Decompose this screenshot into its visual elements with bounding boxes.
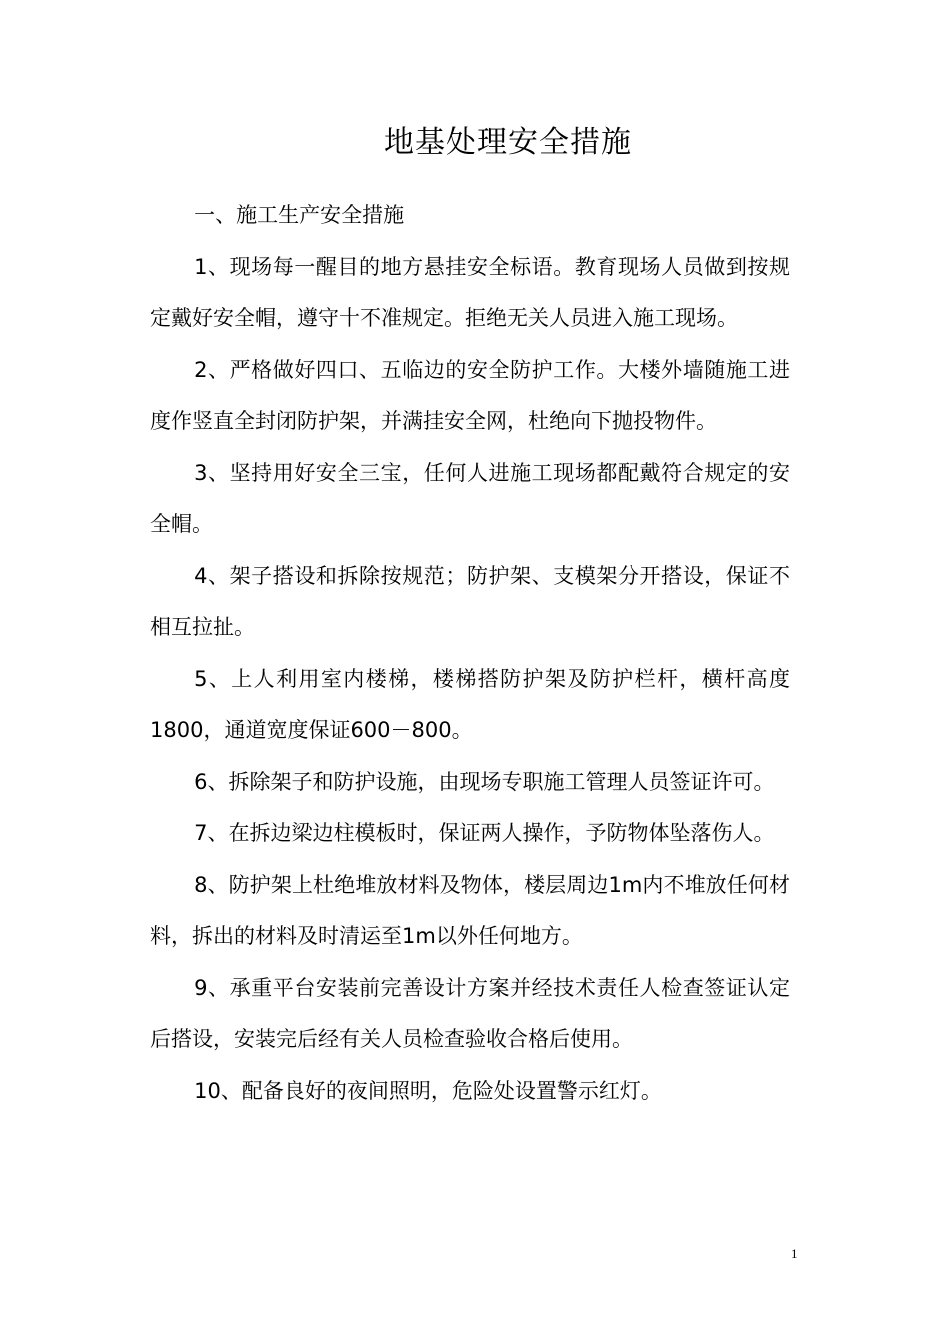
safety-item-3: 3、坚持用好安全三宝，任何人进施工现场都配戴符合规定的安全帽。 [150, 460, 790, 536]
safety-item-5: 5、上人利用室内楼梯，楼梯搭防护架及防护栏杆，横杆高度1800，通道宽度保证600－800。 [150, 666, 790, 742]
safety-item-2: 2、严格做好四口、五临边的安全防护工作。大楼外墙随施工进度作竖直全封闭防护架，并满挂安全网，杜绝向下抛投物件。 [150, 357, 790, 433]
document-title: 地基处理安全措施 [384, 125, 632, 160]
document-body [150, 190, 790, 1117]
safety-item-6: 6、拆除架子和防护设施，由现场专职施工管理人员签证许可。 [194, 769, 775, 794]
section-heading: 一、施工生产安全措施 [194, 203, 405, 227]
safety-item-1: 1、现场每一醒目的地方悬挂安全标语。教育现场人员做到按规定戴好安全帽，遵守十不准规定。拒绝无关人员进入施工现场。 [150, 254, 790, 330]
page-number: 1 [791, 1246, 798, 1261]
safety-item-10: 10、配备良好的夜间照明，危险处设置警示红灯。 [194, 1078, 662, 1103]
safety-item-7: 7、在拆边梁边柱模板时，保证两人操作，予防物体坠落伤人。 [194, 821, 775, 845]
safety-item-8: 8、防护架上杜绝堆放材料及物体，楼层周边1m内不堆放任何材料，拆出的材料及时清运至1m以外任何地方。 [150, 872, 790, 948]
safety-item-4: 4、架子搭设和拆除按规范；防护架、支模架分开搭设，保证不相互拉扯。 [150, 563, 790, 639]
safety-item-9: 9、承重平台安装前完善设计方案并经技术责任人检查签证认定后搭设，安装完后经有关人员检查验收合格后使用。 [150, 975, 790, 1051]
